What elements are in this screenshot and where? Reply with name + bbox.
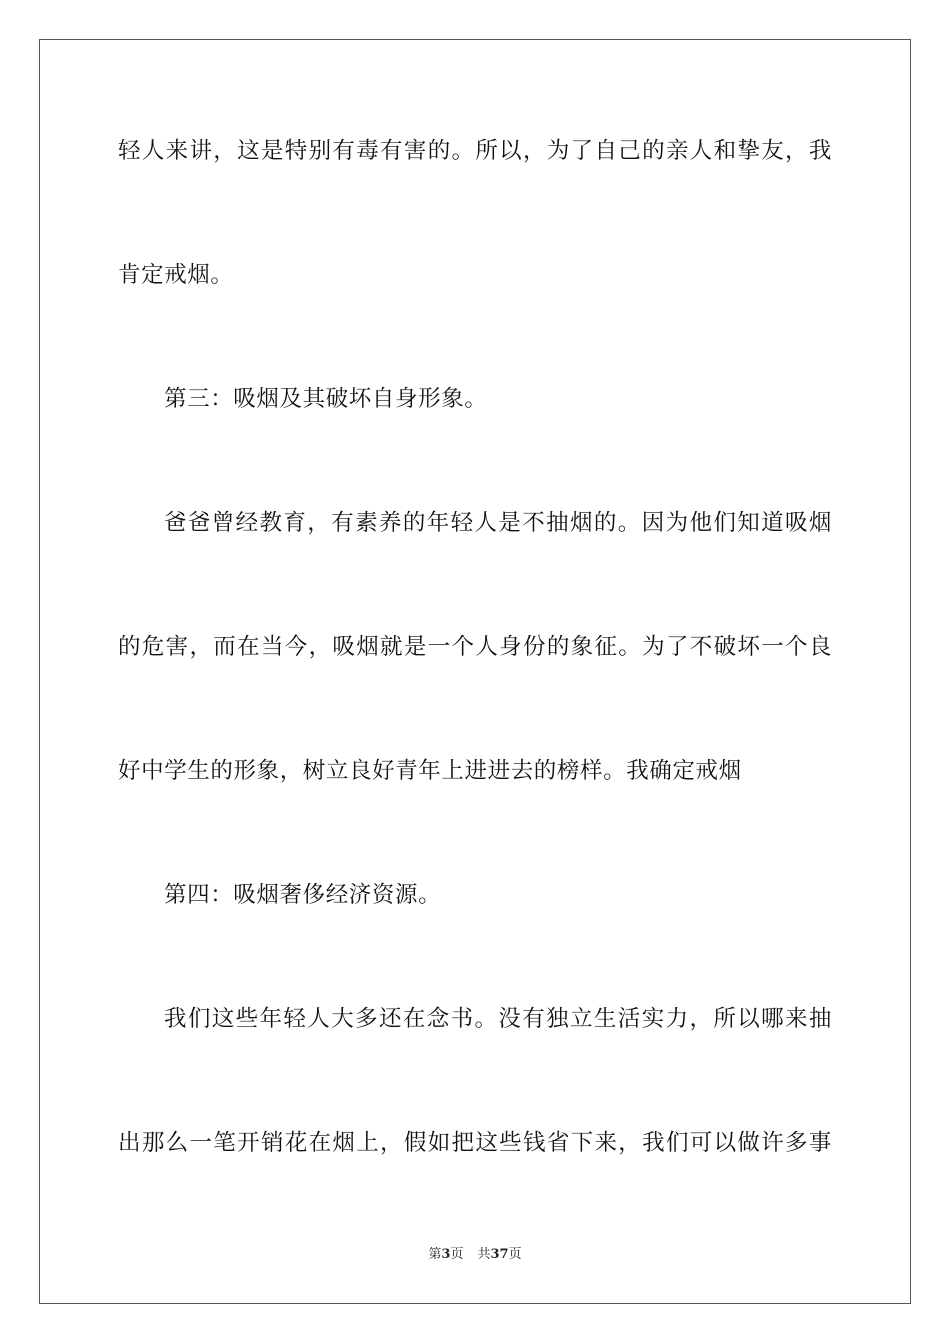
- page-suffix: 页: [450, 1247, 464, 1262]
- paragraph-line-2: 的危害，而在当今，吸烟就是一个人身份的象征。为了不破坏一个良: [118, 634, 832, 660]
- page-border: [39, 39, 911, 1304]
- paragraph-line-3: 好中学生的形象，树立良好青年上进进去的榜样。我确定戒烟: [118, 758, 742, 784]
- section-heading-3: 第三：吸烟及其破坏自身形象。: [164, 386, 488, 412]
- page-number: 3: [441, 1247, 451, 1262]
- total-suffix: 页: [508, 1247, 522, 1262]
- page-prefix: 第: [428, 1247, 442, 1262]
- text-line-1: 轻人来讲，这是特别有毒有害的。所以，为了自己的亲人和挚友，我: [118, 138, 832, 164]
- text-line-2: 肯定戒烟。: [118, 262, 234, 288]
- page-footer: [0, 1246, 950, 1264]
- paragraph-line-4: 我们这些年轻人大多还在念书。没有独立生活实力，所以哪来抽: [164, 1006, 832, 1032]
- total-pages: 37: [490, 1247, 509, 1262]
- paragraph-line-1: 爸爸曾经教育，有素养的年轻人是不抽烟的。因为他们知道吸烟: [164, 510, 832, 536]
- paragraph-line-5: 出那么一笔开销花在烟上，假如把这些钱省下来，我们可以做许多事: [118, 1130, 832, 1156]
- total-prefix: 共: [477, 1247, 491, 1262]
- section-heading-4: 第四：吸烟奢侈经济资源。: [164, 882, 442, 908]
